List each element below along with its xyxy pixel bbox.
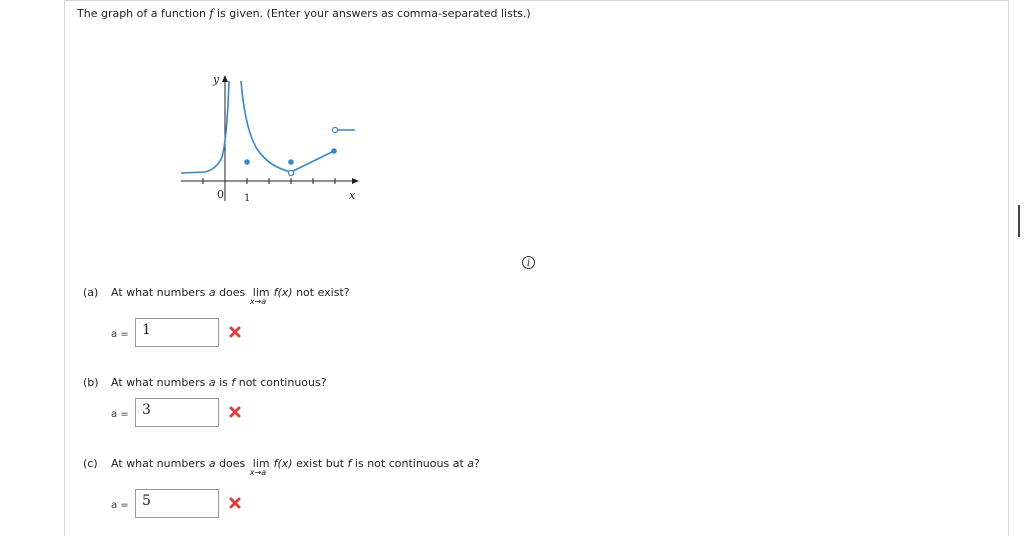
a-equals-label: a =: [111, 500, 129, 511]
open-point: [288, 170, 293, 175]
question-c: (c) At what numbers a does lim x→a f(x) exist but f is not continuous at a?: [83, 457, 480, 477]
y-axis-arrow: [222, 75, 228, 82]
y-axis-label: y: [213, 73, 220, 86]
x-mark-icon: [228, 405, 242, 419]
answer-input-b[interactable]: 3: [135, 398, 219, 427]
x-axis-label: x: [349, 189, 356, 202]
closed-point: [331, 148, 337, 154]
limit-notation: lim x→a: [249, 286, 270, 306]
answer-input-a[interactable]: 1: [135, 318, 219, 347]
question-a: (a) At what numbers a does lim x→a f(x) not exist?: [83, 286, 350, 306]
limit-notation: lim x→a: [249, 457, 270, 477]
scrollbar[interactable]: [1018, 205, 1020, 237]
x-mark-icon: [228, 496, 242, 510]
question-panel: [64, 0, 1009, 536]
a-equals-label: a =: [111, 329, 129, 340]
x-axis-arrow: [352, 178, 359, 184]
a-equals-label: a =: [111, 409, 129, 420]
function-graph: [177, 69, 367, 209]
curve-segment: [291, 151, 334, 172]
x-mark-icon: [228, 325, 242, 339]
curve-middle: [241, 81, 291, 172]
tick-label-1: 1: [244, 193, 251, 204]
answer-input-c[interactable]: 5: [135, 489, 219, 518]
info-icon[interactable]: i: [522, 256, 535, 269]
open-point: [332, 127, 337, 132]
tick-label-0: 0: [217, 188, 224, 201]
closed-point: [244, 159, 250, 165]
question-prompt: The graph of a function f is given. (Enter your answers as comma-separated lists.): [77, 7, 531, 20]
closed-point: [288, 159, 294, 165]
curve-left: [181, 81, 229, 173]
question-b: (b) At what numbers a is f not continuous?: [83, 376, 327, 389]
